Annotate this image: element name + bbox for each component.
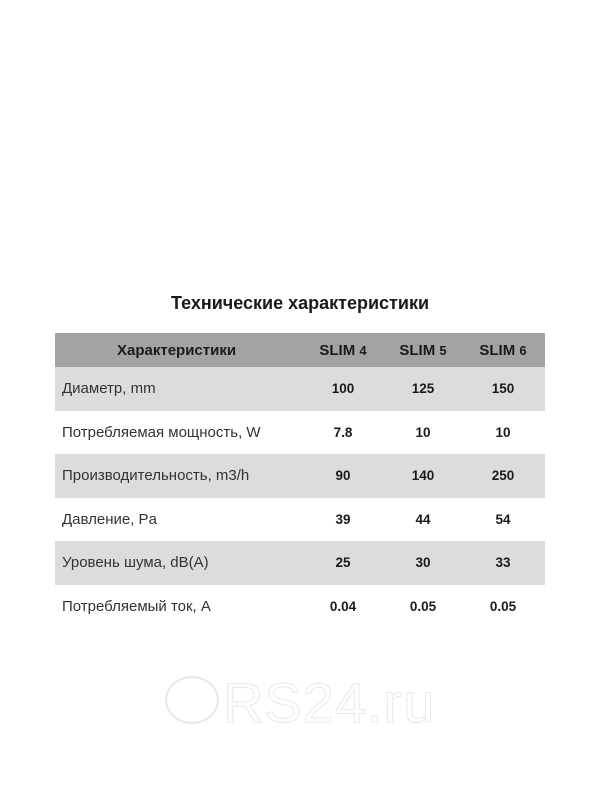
- table-row: [55, 411, 545, 455]
- table-row: [55, 367, 545, 411]
- row-value: 33: [495, 555, 511, 571]
- specs-table: [55, 333, 545, 628]
- watermark-text: RS24.ru: [223, 671, 436, 734]
- row-value: 90: [335, 468, 351, 484]
- header-label: Характеристики: [117, 341, 237, 359]
- table-row: [55, 541, 545, 585]
- header-model: [463, 342, 543, 359]
- model-name: SLIM: [399, 341, 436, 359]
- row-value: 30: [415, 555, 431, 571]
- row-value: 100: [331, 381, 355, 397]
- row-label: Давление, Pa: [62, 510, 157, 528]
- page-title: Технические характеристики: [170, 293, 430, 313]
- table-header: [55, 333, 545, 367]
- row-label: Диаметр, mm: [62, 380, 156, 398]
- row-value: 0.05: [409, 598, 437, 614]
- row-value: 0.05: [489, 598, 517, 614]
- row-label: Уровень шума, dB(A): [62, 554, 209, 572]
- row-label: Потребляемая мощность, W: [62, 423, 261, 441]
- row-value: 7.8: [333, 424, 353, 440]
- model-name: SLIM: [479, 341, 516, 359]
- table-row: [55, 498, 545, 542]
- row-value: 10: [495, 424, 511, 440]
- row-value: 39: [335, 511, 351, 527]
- watermark: [165, 670, 435, 735]
- row-value: 54: [495, 511, 511, 527]
- row-value: 125: [411, 381, 435, 397]
- header-model: [303, 342, 383, 359]
- row-label: Производительность, m3/h: [62, 467, 250, 485]
- table-row: [55, 454, 545, 498]
- header-model: [383, 342, 463, 359]
- row-value: 140: [411, 468, 435, 484]
- watermark-logo-icon: [165, 676, 219, 724]
- model-num: 4: [359, 342, 367, 358]
- model-name: SLIM: [319, 341, 356, 359]
- table-row: [55, 585, 545, 629]
- row-value: 10: [415, 424, 431, 440]
- row-label: Потребляемый ток, A: [62, 597, 211, 615]
- model-num: 6: [519, 342, 527, 358]
- row-value: 44: [415, 511, 431, 527]
- model-num: 5: [439, 342, 447, 358]
- row-value: 0.04: [329, 598, 357, 614]
- row-value: 150: [491, 381, 515, 397]
- row-value: 25: [335, 555, 351, 571]
- row-value: 250: [491, 468, 515, 484]
